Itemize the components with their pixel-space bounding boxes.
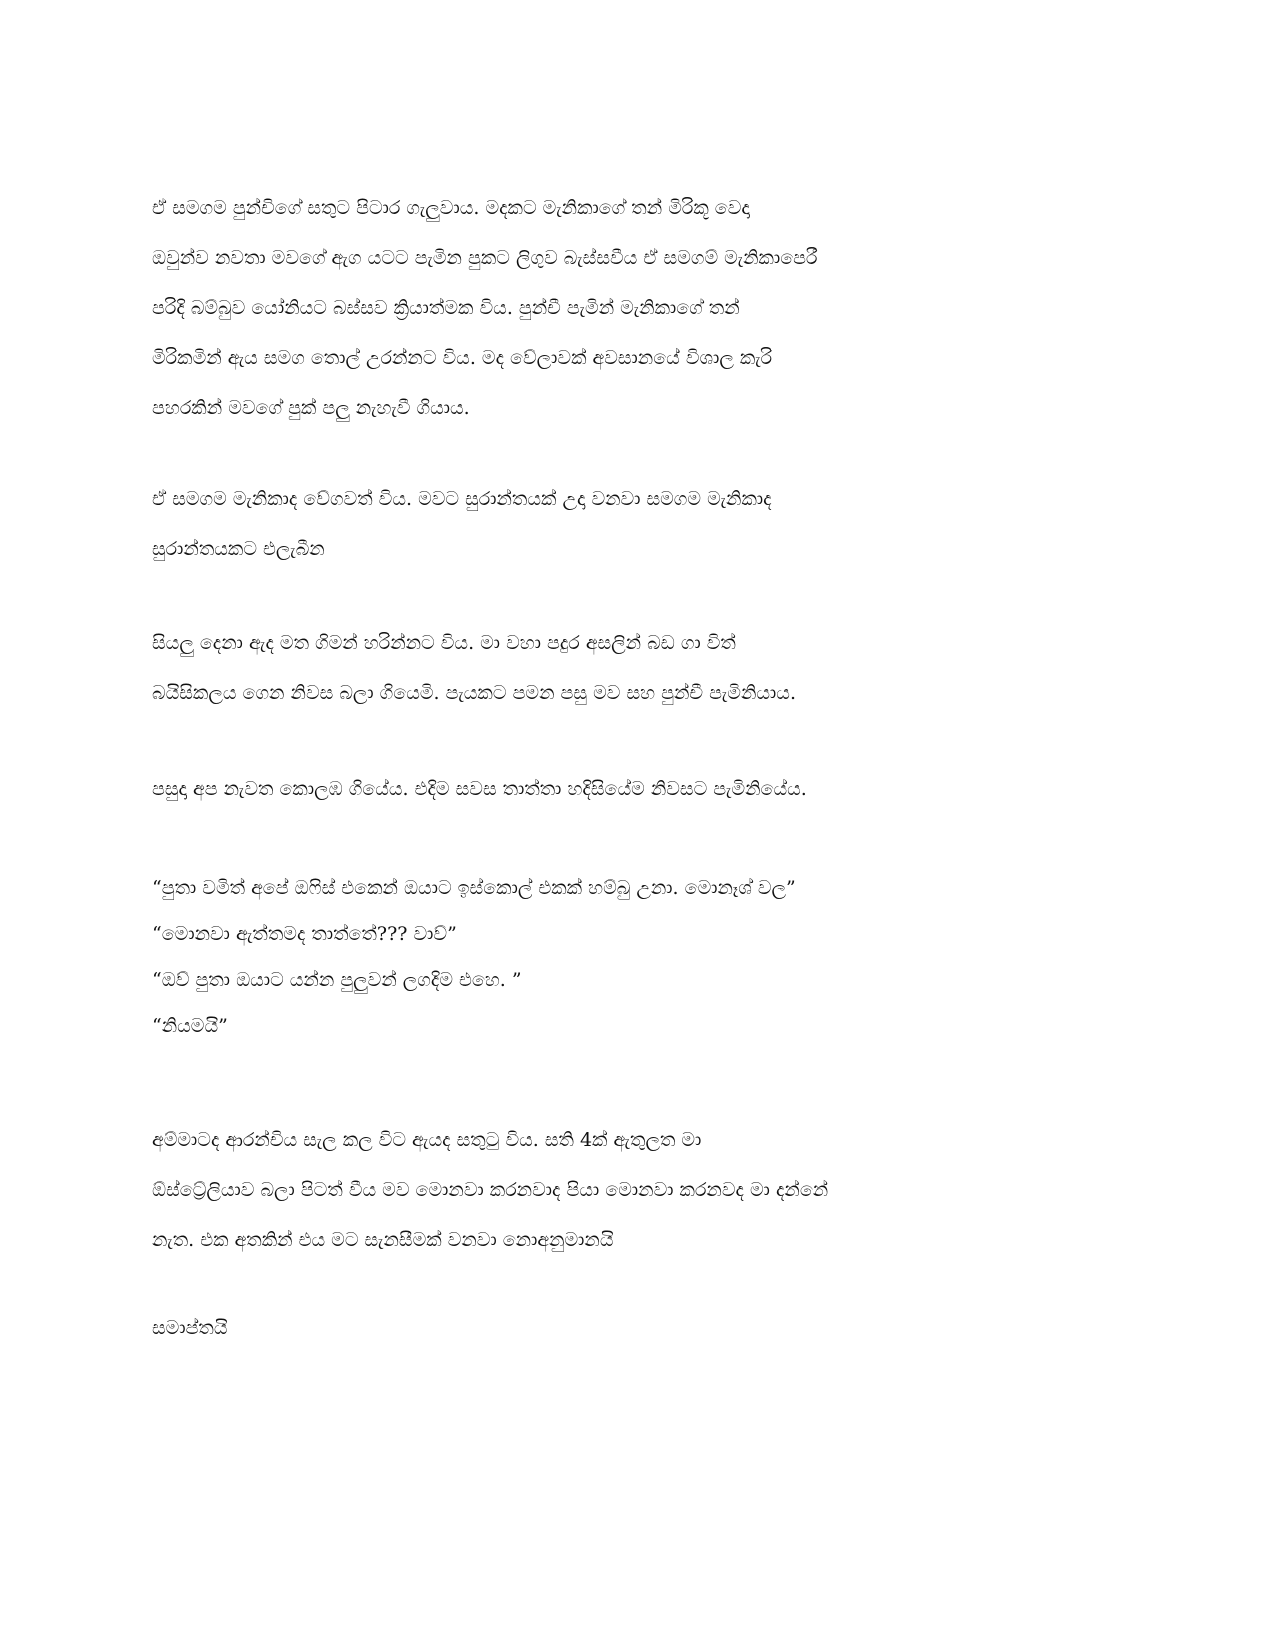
closing-text: සමාප්තයි xyxy=(152,1317,228,1339)
text-line: ඔවුන්ව නවතා මවගේ ඇග යටට පැමින පුකට ලිගුව බැස්සවීය ඒ සමගම් මැනිකාපෙරී xyxy=(152,247,818,269)
text-line: පසුදා අප නැවත කොලඹ ගියේය. එදිම සවස තාත්තා හදිසියේම නිවසට පැමිනියේය. xyxy=(152,778,807,800)
text-line: පරිදි බම්බුව යෝනියට බස්සව ක්‍රියාත්මක විය. පුන්චී පැමින් මැනිකාගේ තන් xyxy=(152,297,740,319)
dialogue-line: “ඔව් පුතා ඔයාට යන්න පුලුවන් ලගදිම එහෙ. ” xyxy=(152,969,522,991)
text-line: බයිසිකලය ගෙන නිවස බලා ගියෙමි. පැයකට පමන පසු මව සහ පුන්චී පැමිනියාය. xyxy=(152,682,796,704)
dialogue-line: “පුතා වමිත් අපේ ඔෆිස් එකෙන් ඔයාට ඉස්කොල් එකක් හම්බු උනා. මොනෑශ් වල” xyxy=(152,877,796,899)
text-line: නැත. එක අතකින් එය මට සැනසීමක් වනවා නොඅනුමානයි xyxy=(152,1229,614,1251)
text-line: ඒ සමගම මැනිකාද වේගවත් විය. මවට සුරාන්තයක් උදා වනවා සමගම මැනිකාද xyxy=(152,488,772,510)
paragraph-4 xyxy=(152,764,1152,814)
text-line: ඕස්ට්‍රේලියාව බලා පිටත් වීය මව මොනවා කරනවාද පියා මොනවා කරනවද මා දන්නේ xyxy=(152,1179,829,1201)
paragraph-1 xyxy=(152,183,1152,433)
text-line: ඒ සමගම පුන්චිගේ සතුට පිටාර ගැලුවාය. මදකට මැනිකාගේ තන් මිරිකූ වෙදා xyxy=(152,197,750,219)
text-line: මිරිකමින් ඇය සමග තොල් උරන්නට විය. මද වේලාවක් අවසානයේ විශාල කැරි xyxy=(152,347,773,369)
paragraph-6 xyxy=(152,1115,1152,1265)
text-line: සුරාන්තයකට එලැබීන xyxy=(152,538,325,560)
dialogue-block xyxy=(152,865,1152,1049)
paragraph-2 xyxy=(152,474,1152,574)
text-line: අම්මාටද ආරන්චිය සැල කල විට ඇයද සතුටු විය. සති 4ක් ඇතුලත මා xyxy=(152,1129,702,1151)
text-line: පහරකින් මවගේ පුක් පලු නැහැවී ගියාය. xyxy=(152,397,470,419)
dialogue-line: “මොනවා ඇත්තමද තාත්තේ??? වාව්” xyxy=(152,923,457,945)
dialogue-line: “නියමයි” xyxy=(152,1015,228,1037)
paragraph-3 xyxy=(152,618,1152,718)
text-line: සියලු දෙනා ඇද මත ගිමන් හරින්නට විය. මා වහා පදුර අසලින් බඩ ගා විත් xyxy=(152,632,736,654)
closing-paragraph xyxy=(152,1303,1152,1353)
